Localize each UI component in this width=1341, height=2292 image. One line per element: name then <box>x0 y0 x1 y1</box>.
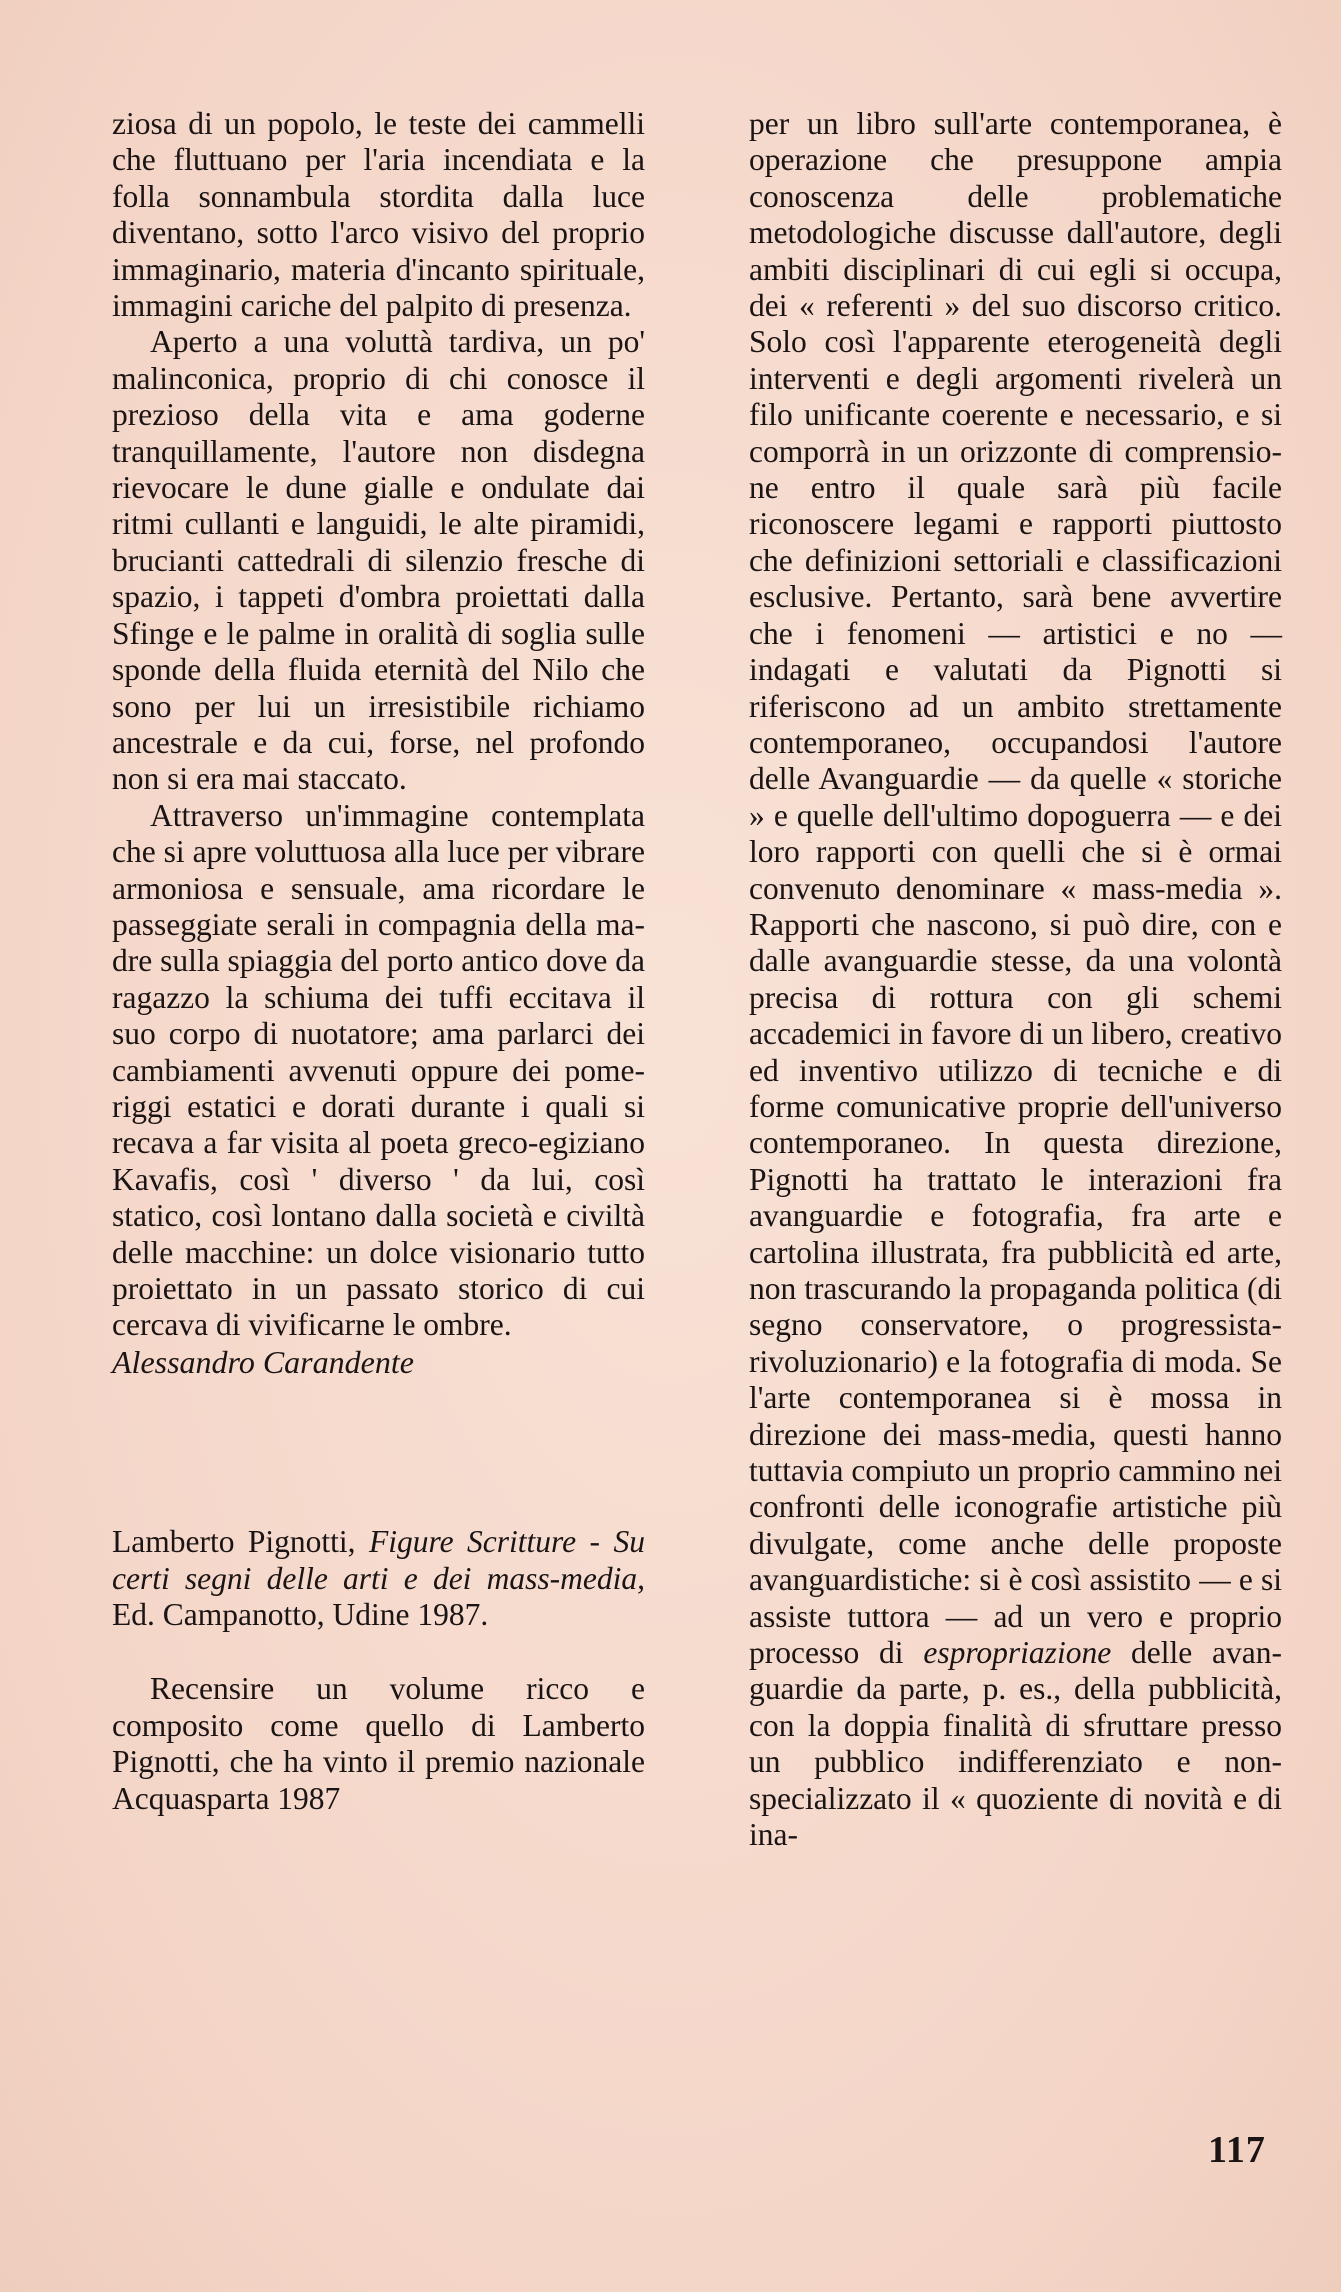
book-title: Figure Scritture - Su certi segni delle arti e dei mass-media, <box>112 1524 645 1596</box>
page-number: 117 <box>1208 2129 1266 2171</box>
paragraph-2: Aperto a una voluttà tardiva, un po' malinconica, proprio di chi conosce il prezioso della vita e ama goderne tranquillamente, l'autore non disdegna rievocare le dune gialle e ondulate dai ritmi cullanti e languidi, le alte piramidi, brucianti cattedrali di silenzio fresche di spazio, i tappeti d'ombra proiettati dalla Sfinge e le palme in oralità di soglia sulle sponde della fluida eternità del Nilo che sono per lui un irresistibile richiamo ancestrale e da cui, forse, nel profondo non si era mai staccato. <box>112 324 645 797</box>
review-paragraph-start: Recensire un volume ricco e composito come quello di Lamberto Pignotti, che ha vinto il premio nazionale Acquasparta 1987 <box>112 1671 645 1816</box>
section-gap <box>112 1380 645 1524</box>
italic-term: espropriazione <box>923 1635 1112 1671</box>
signature: Alessandro Carandente <box>112 1343 414 1380</box>
review-text-part-2: delle avanguardie da parte, p. es., della pubblicità, con la doppia finalità di sfruttare presso un pubblico indifferenziato e non-specializzato il « quoziente di novità e di ina- <box>749 1635 1282 1853</box>
section-gap-small <box>112 1633 645 1671</box>
book-publisher: Ed. Campanotto, Udine 1987. <box>112 1597 489 1633</box>
left-column <box>112 106 645 1817</box>
paragraph-1: ziosa di un popolo, le teste dei cammelli che fluttuano per l'aria incendiata e la folla sonnambula stordita dalla luce diventano, sotto l'arco visivo del proprio immaginario, materia d'incanto spirituale, immagini cariche del palpito di presenza. <box>112 106 645 324</box>
paragraph-3: Attraverso un'immagine contemplata che si apre voluttuosa alla luce per vibrare armoniosa e sensuale, ama ricordare le passeggiate serali in compagnia della madre sulla spiaggia del porto antico dove da ragazzo la schiuma dei tuffi eccitava il suo corpo di nuotatore; ama parlarci dei cambiamenti avvenuti oppure dei pomeriggi estatici e dorati durante i quali si recava a far visita al poeta greco-egiziano Kavafis, così ' diverso ' da lui, così statico, così lontano dalla società e civiltà delle macchine: un dolce visionario tutto proiettato in un passato storico di cui cercava di vivificarne le ombre. <box>112 797 645 1343</box>
book-reference <box>112 1524 645 1633</box>
right-column <box>749 106 1282 1854</box>
review-paragraph-continued <box>749 106 1282 1854</box>
review-text-part-1: per un libro sull'arte contemporanea, è operazione che presuppone ampia conoscenza delle problematiche metodologiche discusse dall'autore, degli ambiti disciplinari di cui egli si occupa, dei « referenti » del suo discorso critico. Solo così l'apparente eterogeneità degli interventi e degli argomenti rivelerà un filo unificante coerente e necessario, e si comporrà in un orizzonte di comprensione entro il quale sarà più facile riconoscere legami e rapporti piuttosto che definizioni settoriali e classificazioni esclusive. Pertanto, sarà bene avvertire che i fenomeni — artistici e no — indagati e valutati da Pignotti si riferiscono ad un ambito strettamente contemporaneo, occupandosi l'autore delle Avanguardie — da quelle « storiche » e quelle dell'ultimo dopoguerra — e dei loro rapporti con quelli che si è ormai convenuto denominare « mass-media ». Rapporti che nascono, si può dire, con e dalle avanguardie stesse, da una volontà precisa di rottura con gli schemi accademici in favore di un libero, creativo ed inventivo utilizzo di tecniche e di forme comunicative proprie dell'universo contemporaneo. In questa direzione, Pignotti ha trattato le interazioni fra avanguardie e fotografia, fra arte e cartolina illustrata, fra pubblicità ed arte, non trascurando la propaganda politica (di segno conservatore, o progressista-rivoluzionario) e la fotografia di moda. Se l'arte contemporanea si è mossa in direzione dei mass-media, questi hanno tuttavia compiuto un proprio cammino nei confronti delle iconografie artistiche più divulgate, come anche delle proposte avanguardistiche: si è così assistito — e si assiste tuttora — ad un vero e proprio processo di <box>749 106 1282 1671</box>
book-author: Lamberto Pignotti, <box>112 1524 356 1560</box>
